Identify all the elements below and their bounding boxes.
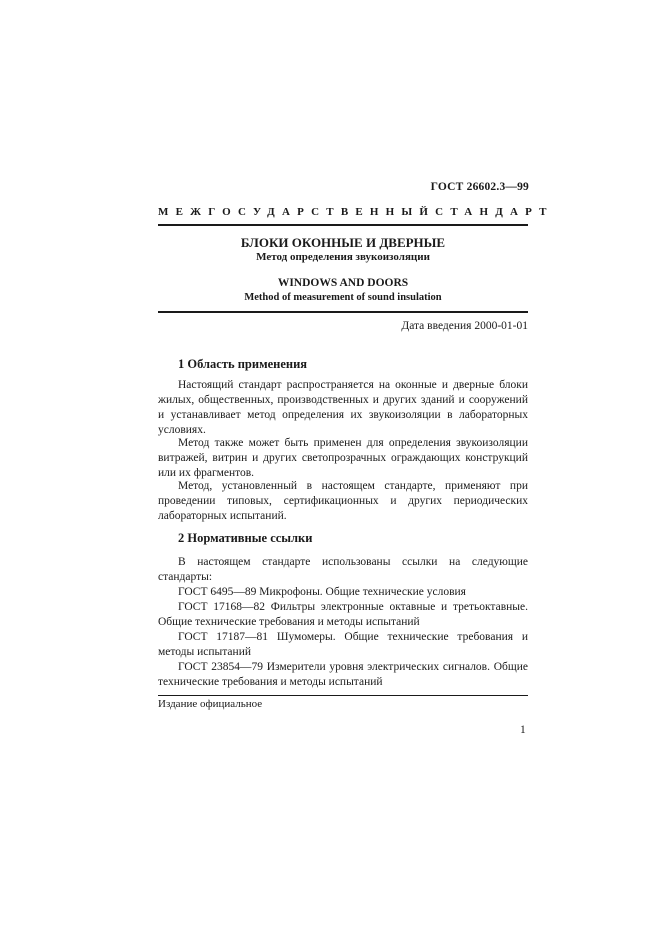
reference-item: ГОСТ 23854—79 Измерители уровня электрических сигналов. Общие технические требования и методы испытаний (158, 661, 528, 688)
title-divider (158, 311, 528, 313)
title-english: WINDOWS AND DOORS (277, 277, 409, 289)
footer-divider (158, 695, 528, 696)
section-2-heading: 2 Нормативные ссылки (178, 531, 313, 545)
paragraph-text: Метод также может быть применен для определения звукоизоляции витражей, витрин и других светопрозрачных ограждающих конструкций или их фрагментов. (158, 437, 528, 479)
subtitle-russian: Метод определения звукоизоляции (256, 251, 430, 263)
section-1-paragraph-2 (158, 436, 528, 481)
references-intro: В настоящем стандарте использованы ссылки на следующие стандарты: (158, 556, 528, 583)
standard-kind-right: СТАНДАРТ (435, 206, 554, 218)
top-divider (158, 224, 528, 226)
paragraph-text: Настоящий стандарт распространяется на оконные и дверные блоки жилых, общественных, производственных и других зданий и сооружений и устанавливает метод определения их звукоизоляции в лабораторных условиях. (158, 379, 528, 436)
standard-kind (158, 206, 554, 218)
reference-item: ГОСТ 17168—82 Фильтры электронные октавные и третьоктавные. Общие технические требования и методы испытаний (158, 601, 528, 628)
title-russian: БЛОКИ ОКОННЫЕ И ДВЕРНЫЕ (240, 235, 446, 250)
section-1-heading: 1 Область применения (178, 357, 308, 371)
section-1-paragraph-3 (158, 479, 528, 524)
section-1-paragraph-1 (158, 378, 528, 438)
reference-item: ГОСТ 17187—81 Шумомеры. Общие технические требования и методы испытаний (158, 631, 528, 658)
introduction-date: Дата введения 2000-01-01 (401, 320, 528, 332)
edition-note: Издание официальное (158, 698, 263, 710)
standard-kind-left: МЕЖГОСУДАРСТВЕННЫЙ (158, 206, 436, 218)
section-2-references (158, 555, 528, 690)
reference-item: ГОСТ 6495—89 Микрофоны. Общие технические условия (178, 586, 466, 598)
standard-code: ГОСТ 26602.3—99 (430, 181, 529, 193)
subtitle-english: Method of measurement of sound insulation (244, 292, 442, 303)
page-number: 1 (520, 724, 526, 736)
paragraph-text: Метод, установленный в настоящем стандарте, применяют при проведении типовых, сертификационных и других периодических лабораторных испытаний. (158, 480, 528, 522)
